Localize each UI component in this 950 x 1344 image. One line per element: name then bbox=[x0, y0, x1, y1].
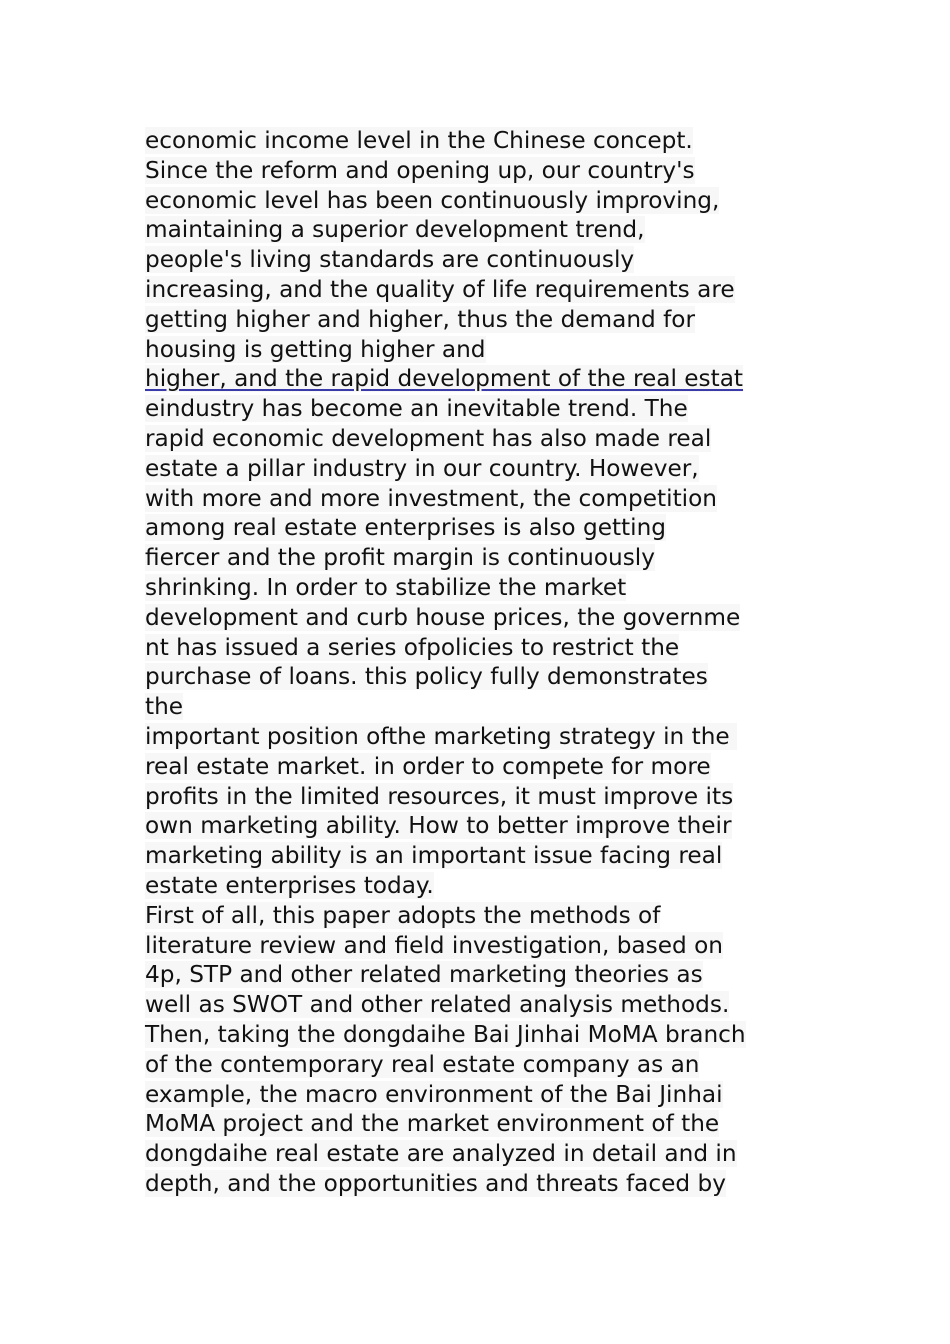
text-line bbox=[145, 871, 825, 901]
text-line-content: profits in the limited resources, it must improve its bbox=[145, 782, 734, 810]
text-line-content: 4p, STP and other related marketing theories as bbox=[145, 961, 703, 989]
text-line-content: people's living standards are continuously bbox=[145, 246, 635, 274]
text-line bbox=[145, 335, 825, 365]
text-line bbox=[145, 573, 825, 603]
text-line bbox=[145, 1169, 825, 1199]
text-line-content: dongdaihe real estate are analyzed in detail and in bbox=[145, 1140, 737, 1168]
text-line bbox=[145, 245, 825, 275]
text-line-content: eindustry has become an inevitable trend. The bbox=[145, 395, 688, 423]
text-line bbox=[145, 1050, 825, 1080]
text-line bbox=[145, 811, 825, 841]
text-line bbox=[145, 752, 825, 782]
text-line-content: economic level has been continuously improving, bbox=[145, 186, 720, 214]
text-line-content: MoMA project and the market environment of the bbox=[145, 1110, 720, 1138]
text-line-content: rapid economic development has also made real bbox=[145, 424, 712, 452]
text-line bbox=[145, 424, 825, 454]
text-line-content: fiercer and the profit margin is continuously bbox=[145, 544, 655, 572]
text-line-content: example, the macro environment of the Bai Jinhai bbox=[145, 1080, 723, 1108]
text-line bbox=[145, 1109, 825, 1139]
text-line-content: real estate market. in order to compete for more bbox=[145, 752, 711, 780]
text-line-content: literature review and field investigation, based on bbox=[145, 931, 723, 959]
text-line bbox=[145, 960, 825, 990]
text-line bbox=[145, 722, 825, 752]
text-line bbox=[145, 782, 825, 812]
text-line-content: own marketing ability. How to better improve their bbox=[145, 812, 732, 840]
text-line-content: important position ofthe marketing strategy in the bbox=[145, 722, 738, 750]
text-line-content: well as SWOT and other related analysis methods. bbox=[145, 991, 730, 1019]
text-line-content: the bbox=[145, 693, 184, 721]
text-line-content: housing is getting higher and bbox=[145, 335, 486, 363]
text-line bbox=[145, 454, 825, 484]
text-line bbox=[145, 841, 825, 871]
text-line-content: nt has issued a series ofpolicies to restrict the bbox=[145, 633, 680, 661]
text-line-content: with more and more investment, the competition bbox=[145, 484, 717, 512]
text-line-content: First of all, this paper adopts the methods of bbox=[145, 901, 661, 929]
text-line-content: getting higher and higher, thus the demand for bbox=[145, 305, 696, 333]
text-line bbox=[145, 1020, 825, 1050]
text-line-content: shrinking. In order to stabilize the market bbox=[145, 573, 627, 601]
text-line bbox=[145, 662, 825, 692]
text-line bbox=[145, 990, 825, 1020]
text-line bbox=[145, 1080, 825, 1110]
text-line bbox=[145, 364, 825, 394]
text-line bbox=[145, 692, 825, 722]
text-line-content: maintaining a superior development trend, bbox=[145, 216, 645, 244]
text-line-content: estate a pillar industry in our country. However, bbox=[145, 454, 699, 482]
text-line bbox=[145, 1139, 825, 1169]
text-line bbox=[145, 275, 825, 305]
text-line-content: marketing ability is an important issue facing real bbox=[145, 842, 723, 870]
text-line-content: depth, and the opportunities and threats faced by bbox=[145, 1169, 726, 1197]
body-text bbox=[145, 126, 825, 1199]
text-line-content: Then, taking the dongdaihe Bai Jinhai MoMA branch bbox=[145, 1020, 746, 1048]
text-line-content: of the contemporary real estate company as an bbox=[145, 1050, 700, 1078]
text-line-content: purchase of loans. this policy fully demonstrates bbox=[145, 663, 708, 691]
text-line-content: higher, and the rapid development of the real estat bbox=[145, 365, 744, 393]
text-line bbox=[145, 126, 825, 156]
text-line bbox=[145, 394, 825, 424]
text-line-content: development and curb house prices, the governme bbox=[145, 603, 741, 631]
text-line bbox=[145, 215, 825, 245]
text-line-content: increasing, and the quality of life requirements are bbox=[145, 275, 735, 303]
text-line bbox=[145, 186, 825, 216]
text-line-content: among real estate enterprises is also getting bbox=[145, 514, 667, 542]
text-line bbox=[145, 603, 825, 633]
text-line bbox=[145, 156, 825, 186]
text-line-content: economic income level in the Chinese concept. bbox=[145, 127, 693, 154]
text-line bbox=[145, 484, 825, 514]
text-line bbox=[145, 931, 825, 961]
text-line bbox=[145, 901, 825, 931]
text-line bbox=[145, 633, 825, 663]
text-line-content: estate enterprises today. bbox=[145, 871, 434, 899]
text-line-content: Since the reform and opening up, our country's bbox=[145, 156, 695, 184]
text-line bbox=[145, 543, 825, 573]
text-line bbox=[145, 305, 825, 335]
text-line bbox=[145, 513, 825, 543]
